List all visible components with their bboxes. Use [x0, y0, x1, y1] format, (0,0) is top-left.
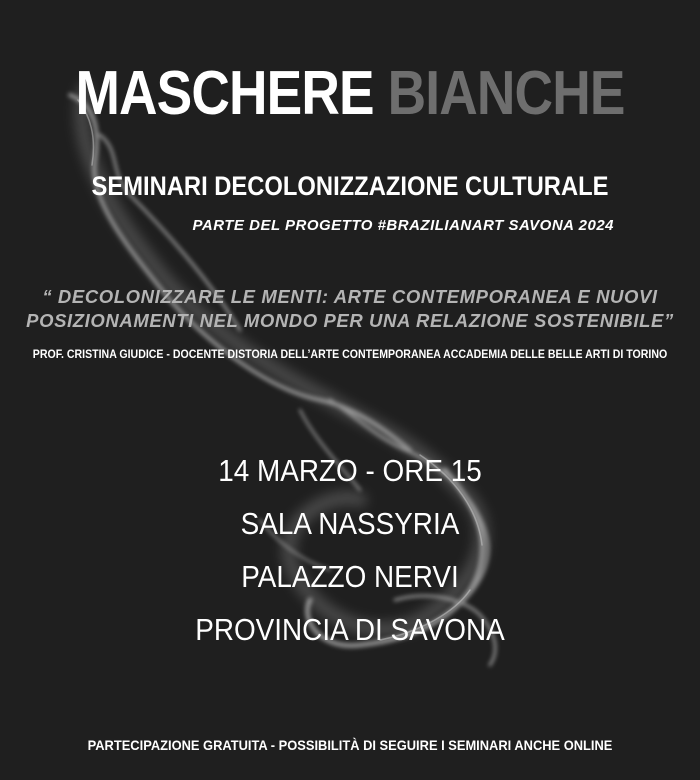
participation-note: PARTECIPAZIONE GRATUITA - POSSIBILITÀ DI SEGUIRE I SEMINARI ANCHE ONLINE: [87, 737, 613, 753]
quote-line-1: “ DECOLONIZZARE LE MENTI: ARTE CONTEMPORANEA E NUOVI: [42, 286, 658, 307]
title-word-maschere: MASCHERE: [75, 59, 374, 128]
project-line: PARTE DEL PROGETTO #BRAZILIANART SAVONA 2024: [192, 217, 614, 234]
quote-line-2: POSIZIONAMENTI NEL MONDO PER UNA RELAZIONE SOSTENIBILE”: [26, 310, 674, 331]
poster-title: [49, 52, 651, 136]
title-word-bianche: BIANCHE: [387, 59, 625, 128]
speaker-credit: PROF. CRISTINA GIUDICE - DOCENTE DISTORIA DELL’ARTE CONTEMPORANEA ACCADEMIA DELLE BELLE ARTI DI TORINO: [32, 349, 668, 361]
poster-subtitle: SEMINARI DECOLONIZZAZIONE CULTURALE: [91, 171, 609, 201]
event-details: [35, 449, 665, 661]
event-datetime: 14 MARZO - ORE 15: [218, 453, 482, 488]
event-place: PROVINCIA DI SAVONA: [195, 612, 505, 647]
event-building: PALAZZO NERVI: [241, 559, 459, 594]
seminar-quote: [0, 285, 700, 333]
event-room: SALA NASSYRIA: [240, 506, 460, 541]
